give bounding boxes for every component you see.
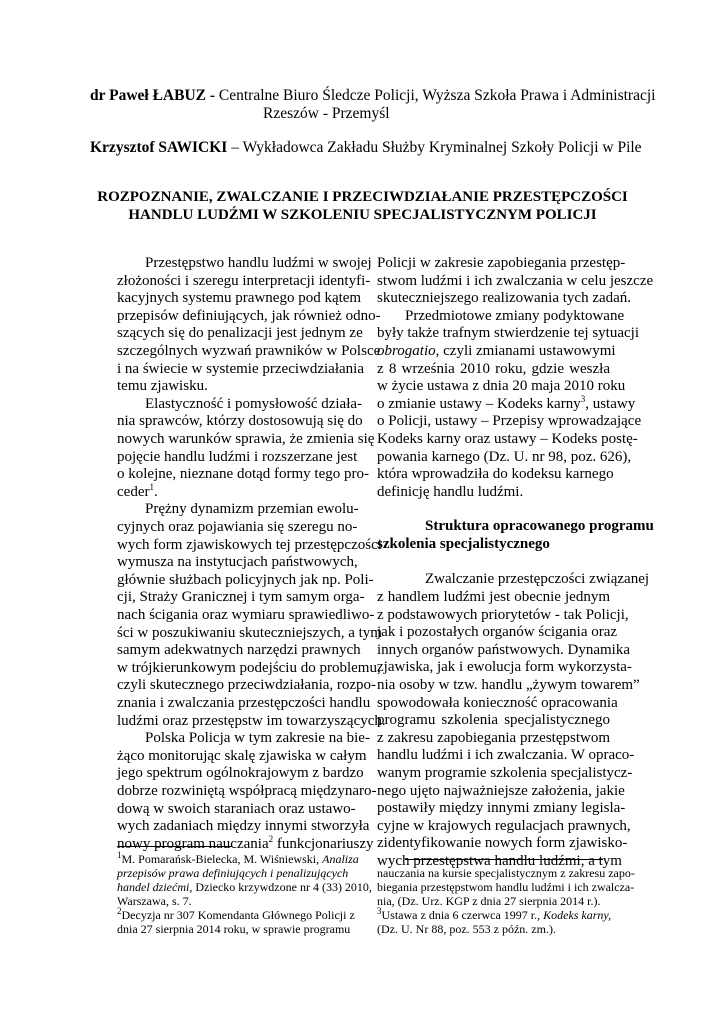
col2-p2-line: o Policji, ustawy – Przepisy wprowadzające [377, 413, 642, 430]
col1-p4-line: wych zadaniach między innymi stworzyła [117, 818, 370, 835]
col2-p1-line: Policji w zakresie zapobiegania przestęp- [377, 255, 626, 271]
footnote-3-title: Kodeks karny, [543, 908, 612, 922]
col1-p1-line: złożoności i szeregu interpretacji identyfi- [117, 272, 371, 289]
col1-p4-line: dobrze rozwiniętą współpracą międzynaro- [117, 783, 377, 799]
footnote-1-title-part-3: handel dziećmi [117, 880, 190, 894]
col2-p1-line: stwom ludźmi i ich zwalczania w celu jeszcze [377, 272, 654, 289]
col1-p3-last-line: ludźmi oraz przestępstw im towarzyszących. [117, 712, 386, 729]
col2-p3-line: zidentyfikowanie nowych form zjawisko- [377, 835, 628, 852]
author-1-line [90, 86, 655, 105]
col1-p4-last-b: funkcjonariuszy [273, 835, 374, 852]
col2-p3-line: nego ujęto najważniejsze założenia, jakie [377, 782, 625, 799]
footnote-3-text: Ustawa z dnia 6 czerwca 1997 r., [381, 908, 544, 922]
paper-title-line-1: ROZPOZNANIE, ZWALCZANIE I PRZECIWDZIAŁANIE PRZESTĘPCZOŚCI [97, 189, 628, 205]
col2-p2-line: Przedmiotowe zmiany podyktowane [405, 307, 625, 324]
col1-p3-line: Prężny dynamizm przemian ewolu- [145, 501, 359, 518]
col2-p2-line [377, 393, 636, 413]
col1-p2-line: pojęcie handlu ludźmi i rozszerzane jest [117, 448, 358, 465]
col1-p1-line: temu zjawisku. [117, 378, 208, 395]
col2-p2-line: Kodeks karny oraz ustawy – Kodeks postę- [377, 431, 638, 447]
col1-p1-line: Przestępstwo handlu ludźmi w swojej [145, 255, 372, 271]
col1-p2-end: . [153, 483, 158, 500]
author-2-sep: – [227, 139, 243, 156]
col2-p2-line: która wprowadziła do kodeksu karnego [377, 466, 614, 483]
col2-p3-line: handlu ludźmi i ich zwalczania. W opraco- [377, 747, 635, 764]
footnote-2-cont-line-1: nauczania na kursie specjalistycznym z zakresu zapo- [377, 866, 635, 880]
footnote-2-number: 2 [117, 906, 122, 916]
col2-p3-line: cyjne w krajowych regulacjach prawnych, [377, 817, 631, 834]
paper-title-line-2: HANDLU LUDŹMI W SZKOLENIU SPECJALISTYCZNYM POLICJI [128, 207, 597, 223]
col1-p3-line: cji, Straży Granicznej i tym samym orga- [117, 589, 365, 606]
col1-p4-last-a: nowy program nauczania [117, 835, 269, 852]
footnote-ref-3: 3 [580, 393, 586, 404]
col2-obrogatio: obrogatio [377, 343, 436, 359]
footnote-2-line-2: dnia 27 sierpnia 2014 roku, w sprawie programu [117, 922, 351, 936]
col2-p2-l6-b: , ustawy [585, 395, 636, 412]
col1-p1-line: kacyjnych systemu prawnego pod kątem [117, 290, 362, 307]
author-2-name: Krzysztof SAWICKI [90, 139, 228, 156]
footnote-1-line-2 [117, 867, 348, 881]
section-heading-line: Struktura opracowanego programu [425, 518, 654, 535]
author-2-affiliation: Wykładowca Zakładu Służby Kryminalnej Szkoły Policji w Pile [242, 139, 642, 156]
author-1-name: dr Paweł ŁABUZ [90, 87, 206, 104]
col2-p2-line: powania karnego (Dz. U. nr 98, poz. 626), [377, 448, 632, 465]
col1-p2-last-text: ceder [117, 483, 150, 500]
col2-p3-line: zjawiska, jak i ewolucja form wykorzysta- [377, 659, 632, 676]
footnote-3-line-2: (Dz. U. Nr 88, poz. 553 z późn. zm.). [377, 922, 556, 936]
col2-p3-line: postawiły między innymi zmiany legisla- [377, 800, 626, 817]
author-2-line [90, 138, 642, 157]
footnote-1-authors: M. Pomarańsk-Bielecka, M. Wiśniewski, [121, 852, 323, 866]
col1-p4-line: jego spektrum ogólnokrajowym z bardzo [117, 765, 364, 782]
footnote-2-line-1 [117, 906, 355, 923]
col1-p2-line: nowych warunków sprawia, że zmienia się [117, 431, 375, 447]
col1-p4-line: dową w swoich staraniach oraz ustawo- [117, 800, 356, 817]
footnote-3-line-1 [377, 906, 612, 923]
col1-p4-line: Polska Policja w tym zakresie na bie- [145, 730, 370, 747]
col2-p2-line [377, 343, 616, 360]
footnote-1-title-part-1: Analiza [322, 852, 359, 866]
col1-p3-line: znania i zwalczania przestępczości handlu [117, 695, 371, 711]
col1-p3-line: nach ścigania oraz wymiaru sprawiedliwo- [117, 607, 375, 623]
col2-p2-last-line: definicję handlu ludźmi. [377, 483, 524, 500]
col2-p1-last-line: skuteczniejszego realizowania tych zadań. [377, 290, 632, 307]
col1-p2-line: o kolejne, nieznane dotąd formy tego pro- [117, 466, 369, 483]
col2-p3-line: programu szkolenia specjalistycznego [377, 712, 610, 729]
col2-p2-l6-a: o zmianie ustawy – Kodeks karny [377, 395, 581, 412]
col2-p2-line: z 8 września 2010 roku, gdzie weszła [377, 360, 610, 377]
col2-p3-line: z podstawowych priorytetów - tak Policji, [377, 606, 629, 623]
col1-p4-last-line [117, 833, 374, 853]
col1-p3-line: głównie służbach policyjnych jak np. Poli- [117, 571, 374, 588]
col2-p3-line: wych przestępstwa handlu ludźmi, a tym [377, 853, 622, 869]
col2-p3-line: wanym programie szkolenia specjalistycz- [377, 765, 633, 781]
col2-p2-line: były także trafnym stwierdzenie tej sytuacji [377, 325, 639, 342]
footnote-rule-left [117, 846, 232, 847]
col1-p3-line: wymusza na instytucjach państwowych, [117, 554, 358, 571]
col1-p1-line: przepisów definiujących, jak również odno- [117, 307, 381, 324]
col1-p3-line: samym adekwatnych narzędzi prawnych [117, 642, 361, 659]
col1-p3-line: wych form zjawiskowych tej przestępczości [117, 536, 382, 553]
footnote-1-source: , Dziecko krzywdzone nr 4 (33) 2010, [189, 880, 372, 894]
col2-p3-line: z zakresu zapobiegania przestępstwom [377, 729, 610, 746]
col2-p3-line: jak i pozostałych organów ścigania oraz [377, 624, 618, 641]
col1-p1-line: i na świecie w systemie przeciwdziałania [117, 360, 364, 377]
footnote-2-text-1: Decyzja nr 307 Komendanta Głównego Policji z [121, 908, 355, 922]
footnote-rule-right [405, 859, 603, 860]
author-1-affiliation: Centralne Biuro Śledcze Policji, Wyższa Szkoła Prawa i Administracji [218, 87, 656, 104]
col1-p2-line: Elastyczność i pomysłowość działa- [145, 395, 363, 412]
footnote-1-line-4: Warszawa, s. 7. [117, 894, 192, 908]
col1-p1-line: szących się do penalizacji jest jednym ze [117, 325, 363, 342]
footnote-1-line-1 [117, 850, 359, 867]
col1-p3-line: ści w poszukiwaniu skuteczniejszych, a tym [117, 624, 382, 641]
footnote-ref-1: 1 [149, 481, 154, 492]
footnote-ref-2: 2 [268, 833, 274, 844]
col2-p2-line: w życie ustawa z dnia 20 maja 2010 roku [377, 378, 626, 395]
col2-p2-l3-text: , czyli zmianami ustawowymi [435, 343, 616, 359]
col2-p3-line: innych organów państwowych. Dynamika [377, 641, 631, 658]
col1-p4-line: żąco monitorując skalę zjawiska w całym [117, 747, 367, 764]
footnote-3-number: 3 [377, 906, 382, 916]
col1-p2-last-line [117, 481, 348, 501]
author-1-affiliation-cont: Rzeszów - Przemyśl [263, 105, 390, 122]
col1-p3-line: cyjnych oraz pojawiania się szeregu no- [117, 519, 358, 535]
footnote-2-cont-line-2: biegania przestępstwom handlu ludźmi i ich zwalcza- [377, 880, 635, 894]
col2-p3-line: z handlem ludźmi jest obecnie jednym [377, 589, 610, 605]
footnote-1-number: 1 [117, 850, 122, 860]
footnote-1-title-part-2: przepisów prawa definiujących i penalizujących [117, 866, 349, 880]
author-1-sep: - [205, 87, 219, 104]
col1-p1-line: szczególnych wyzwań prawników w Polsce [117, 343, 381, 359]
col1-p3-line: czyli skutecznego przeciwdziałania, rozpo- [117, 677, 377, 694]
footnote-2-cont-line-3: nia, (Dz. Urz. KGP z dnia 27 sierpnia 2014 r.). [377, 894, 601, 908]
col2-p3-line: Zwalczanie przestępczości związanej [425, 571, 650, 588]
footnote-1-line-3 [117, 880, 372, 895]
section-heading-line: szkolenia specjalistycznego [377, 536, 550, 553]
col1-p2-line: nia sprawców, którzy dostosowują się do [117, 413, 363, 430]
col2-p3-line: spowodowała konieczność opracowania [377, 694, 618, 711]
col1-p3-line: w trójkierunkowym podejściu do problemu, [117, 659, 381, 676]
col2-p3-line: nia osoby w tzw. handlu „żywym towarem” [377, 677, 640, 693]
